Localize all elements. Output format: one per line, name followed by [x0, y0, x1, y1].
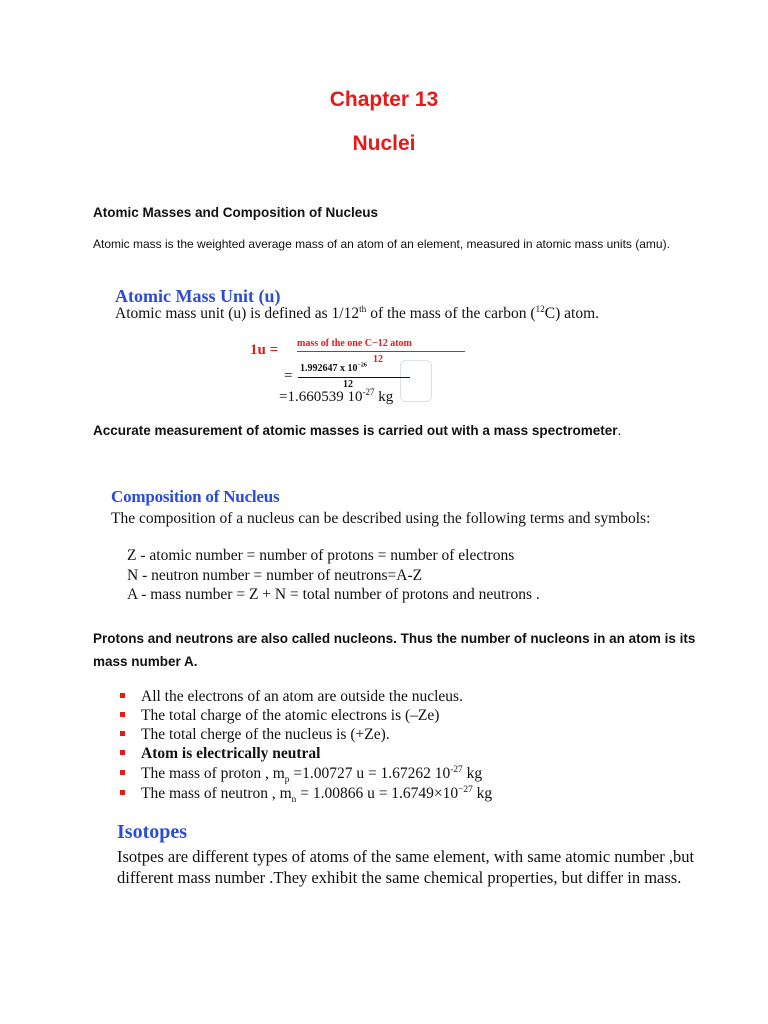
bullet-square-icon [120, 750, 125, 755]
formula-3-result: =1.660539 $10^{-27}$ kg [279, 387, 394, 405]
mass-spectrometer-paragraph: Accurate measurement of atomic masses is carried out with a mass spectrometer. [93, 423, 622, 438]
chapter-title: Chapter 13 [329, 88, 439, 111]
bullet-square-icon [120, 693, 125, 698]
formula-2-equals: = [284, 368, 293, 384]
formula-1u-numerator: mass of the one C−12 atom [297, 338, 412, 349]
bullet-square-icon [120, 731, 125, 736]
fraction-bar [298, 377, 410, 378]
page-title: Nuclei [352, 132, 416, 155]
formula-1u-denominator: 12 [373, 354, 383, 365]
nucleons-paragraph: Protons and neutrons are also called nucleons. Thus the number of nucleons in an atom is its mass number A. [93, 631, 696, 669]
term-neutron-number: N - neutron number = number of neutrons=A-Z [127, 567, 423, 584]
term-atomic-number: Z - atomic number = number of protons = number of electrons [127, 547, 515, 564]
intro-paragraph: Atomic mass is the weighted average mass of an atom of an element, measured in atomic mass units (amu). [93, 237, 670, 251]
section-heading-atomic-masses: Atomic Masses and Composition of Nucleus [93, 205, 379, 220]
fraction-bar [297, 351, 465, 352]
composition-description: The composition of a nucleus can be described using the following terms and symbols: [111, 510, 651, 527]
term-mass-number: A - mass number = Z + N = total number of protons and neutrons . [127, 586, 540, 603]
composition-heading: Composition of Nucleus [111, 487, 280, 506]
decorative-graphic [400, 360, 432, 402]
formula-2-numerator: 1.992647 x $10^{-26}$ [300, 362, 367, 374]
bullet-square-icon [120, 770, 125, 775]
formula-2-denominator: 12 [343, 379, 353, 390]
formula-1u-lhs: 1u = [250, 342, 279, 358]
bullet-square-icon [120, 790, 125, 795]
bullet-square-icon [120, 712, 125, 717]
amu-definition: Atomic mass unit (u) is defined as 1/12th of the mass of the carbon ($^{12}$C) atom. [115, 304, 600, 322]
isotopes-heading: Isotopes [117, 821, 188, 843]
amu-heading: Atomic Mass Unit (u) [115, 286, 281, 306]
isotopes-description: Isotpes are different types of atoms of the same element, with same atomic number ,but different mass number .They exhibit the same chemical properties, but differ in mass. [117, 847, 695, 887]
